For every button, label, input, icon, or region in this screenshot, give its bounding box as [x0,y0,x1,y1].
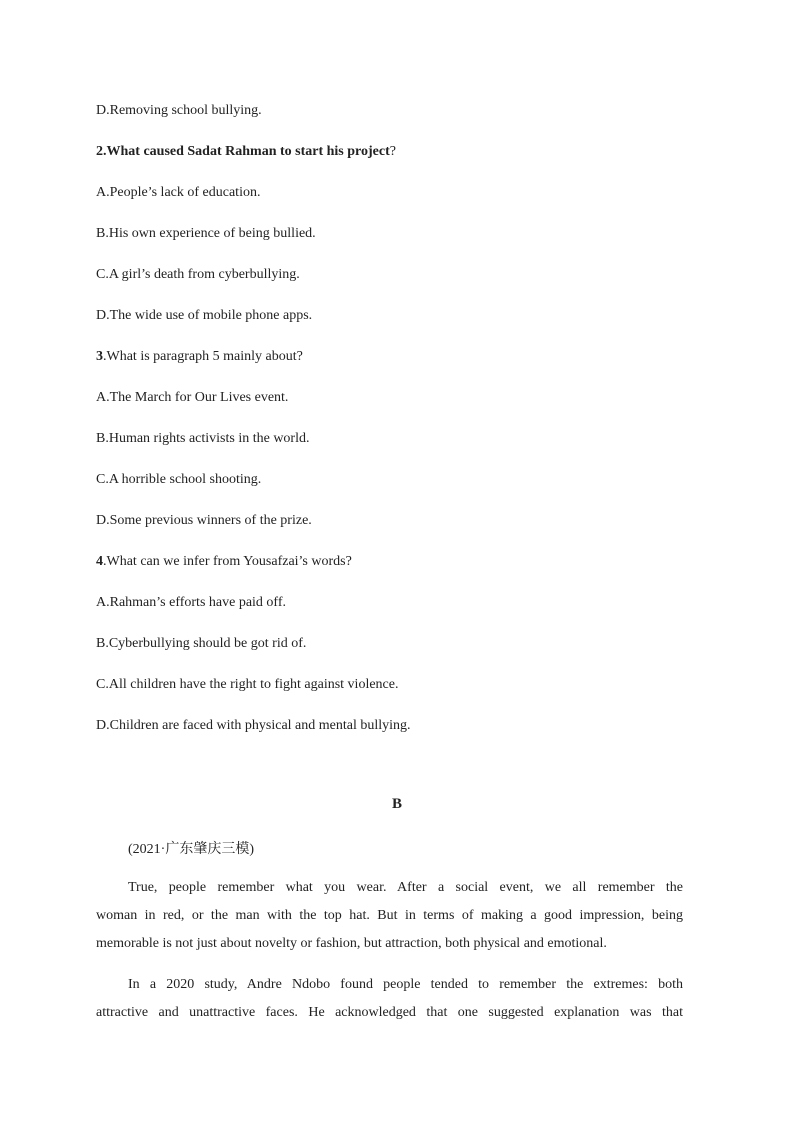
q4-option-d: D.Children are faced with physical and mental bullying. [96,718,411,733]
q4-option-b: B.Cyberbullying should be got rid of. [96,636,307,651]
q3-question-text: .What is paragraph 5 mainly about? [103,349,303,364]
q4-question [96,553,352,571]
paragraph-1-line-1: True, people remember what you wear. After a social event, we all remember the [128,880,683,895]
q3-option-a: A.The March for Our Lives event. [96,390,289,405]
q2-question [96,143,396,161]
q4-question-text: .What can we infer from Yousafzai’s words? [103,554,352,569]
q3-option-b: B.Human rights activists in the world. [96,431,310,446]
q2-option-c: C.A girl’s death from cyberbullying. [96,267,300,282]
q2-question-mark: ? [389,144,396,159]
paragraph-2-line-1: In a 2020 study, Andre Ndobo found people tended to remember the extremes: both [128,977,683,992]
q2-option-a: A.People’s lack of education. [96,185,261,200]
q3-option-d: D.Some previous winners of the prize. [96,513,312,528]
q2-option-b: B.His own experience of being bullied. [96,226,316,241]
paragraph-1-line-3: memorable is not just about novelty or fashion, but attraction, both physical and emotional. [96,936,607,951]
q3-number: 3 [96,349,103,364]
q4-option-c: C.All children have the right to fight against violence. [96,677,399,692]
q2-question-text: .What caused Sadat Rahman to start his project [103,144,390,159]
paragraph-1-line-2: woman in red, or the man with the top hat. But in terms of making a good impression, being [96,908,683,923]
section-b-title: B [391,796,402,812]
q4-number: 4 [96,554,103,569]
paragraph-2-line-2: attractive and unattractive faces. He acknowledged that one suggested explanation was that [96,1005,683,1020]
q1-option-d: D.Removing school bullying. [96,103,262,118]
q3-question [96,348,303,366]
section-b-source: (2021·广东肇庆三模) [128,842,254,857]
q3-option-c: C.A horrible school shooting. [96,472,262,487]
q2-option-d: D.The wide use of mobile phone apps. [96,308,313,323]
q4-option-a: A.Rahman’s efforts have paid off. [96,595,286,610]
q2-number: 2 [96,144,103,159]
